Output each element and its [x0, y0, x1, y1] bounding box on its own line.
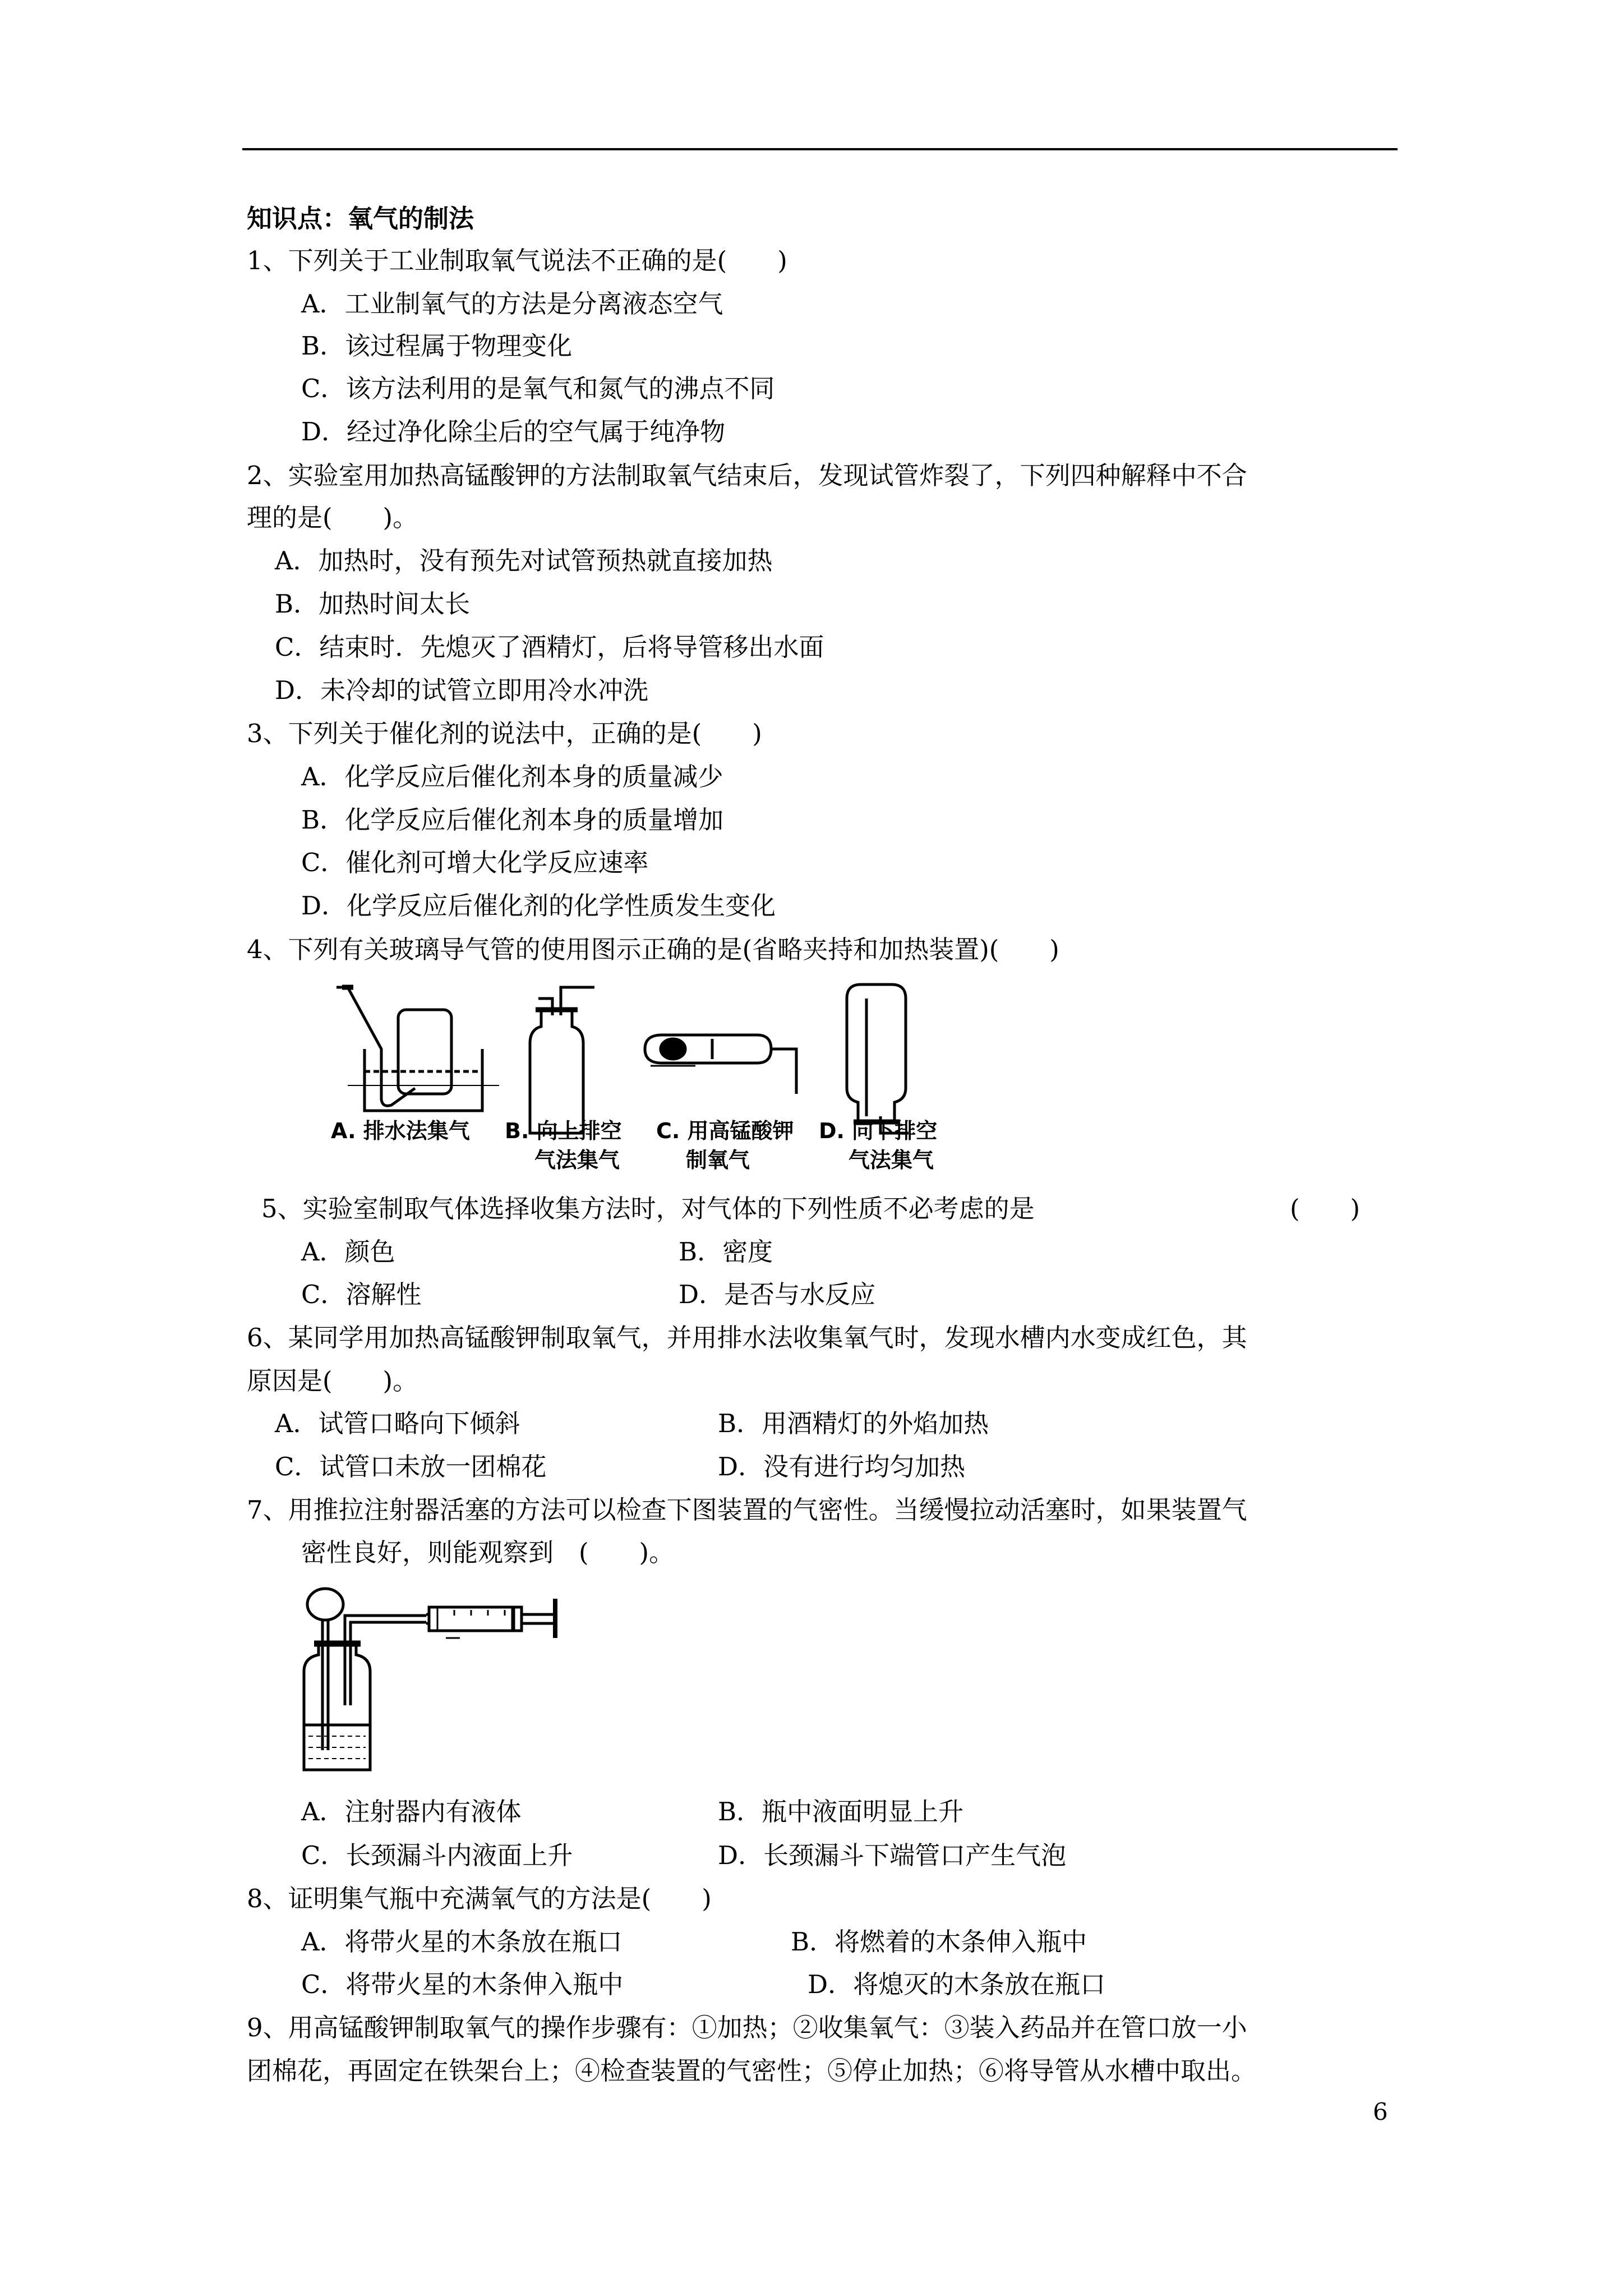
question-5-option-a: A．颜色	[301, 1237, 395, 1267]
question-6-option-a: A．试管口略向下倾斜	[275, 1409, 520, 1438]
question-3-option-c: C．催化剂可增大化学反应速率	[301, 848, 649, 877]
question-4-stem: 4、下列有关玻璃导气管的使用图示正确的是(省略夹持和加热装置)( )	[247, 935, 1059, 964]
question-7-option-d: D．长颈漏斗下端管口产生气泡	[718, 1841, 1067, 1870]
question-8-stem: 8、证明集气瓶中充满氧气的方法是( )	[247, 1884, 712, 1913]
question-3-option-a: A．化学反应后催化剂本身的质量减少	[301, 762, 723, 792]
question-7-apparatus-figure	[292, 1582, 594, 1784]
question-6-option-d: D．没有进行均匀加热	[718, 1452, 966, 1481]
question-1-option-c: C．该方法利用的是氧气和氮气的沸点不同	[301, 374, 775, 403]
header-rule	[242, 148, 1398, 150]
question-9-stem-line-2: 团棉花，再固定在铁架台上；④检查装置的气密性；⑤停止加热；⑥将导管从水槽中取出。	[247, 2056, 1257, 2086]
question-5-option-c: C．溶解性	[301, 1280, 422, 1309]
figure-c-potassium-permanganate-tube-icon	[645, 1035, 796, 1094]
question-8-option-b: B．将燃着的木条伸入瓶中	[791, 1927, 1087, 1957]
question-1-stem: 1、下列关于工业制取氧气说法不正确的是( )	[247, 246, 787, 275]
figure-a-water-collection-icon	[336, 987, 499, 1111]
question-5-option-d: D．是否与水反应	[679, 1280, 876, 1309]
question-8-option-c: C．将带火星的木条伸入瓶中	[301, 1970, 624, 1999]
question-1-option-d: D．经过净化除尘后的空气属于纯净物	[301, 417, 726, 447]
figure-c-caption: C. 用高锰酸钾 制氧气	[656, 1119, 794, 1172]
question-6-option-b: B．用酒精灯的外焰加热	[718, 1409, 989, 1438]
question-3-option-d: D．化学反应后催化剂的化学性质发生变化	[301, 891, 776, 921]
figure-b-upward-air-displacement-icon	[530, 987, 594, 1133]
question-6-option-c: C．试管口未放一团棉花	[275, 1452, 547, 1481]
question-6-stem-line-2: 原因是( )。	[247, 1366, 418, 1396]
question-2-option-a: A．加热时，没有预先对试管预热就直接加热	[275, 546, 773, 576]
question-8-option-d: D．将熄灭的木条放在瓶口	[808, 1970, 1106, 1999]
section-title: 知识点：氧气的制法	[247, 204, 474, 233]
question-9-stem-line-1: 9、用高锰酸钾制取氧气的操作步骤有：①加热；②收集氧气：③装入药品并在管口放一小	[247, 2013, 1247, 2042]
question-1-option-b: B．该过程属于物理变化	[301, 331, 573, 361]
question-7-option-b: B．瓶中液面明显上升	[718, 1797, 964, 1826]
question-2-stem-line-2: 理的是( )。	[247, 503, 418, 532]
question-1-option-a: A．工业制氧气的方法是分离液态空气	[301, 289, 723, 319]
question-5-option-b: B．密度	[679, 1237, 773, 1267]
question-3-stem: 3、下列关于催化剂的说法中，正确的是( )	[247, 719, 762, 748]
question-7-option-a: A．注射器内有液体	[301, 1797, 522, 1826]
question-7-option-c: C．长颈漏斗内液面上升	[301, 1841, 573, 1870]
question-2-stem-line-1: 2、实验室用加热高锰酸钾的方法制取氧气结束后，发现试管炸裂了，下列四种解释中不合	[247, 461, 1247, 490]
figure-d-downward-air-displacement-icon	[847, 984, 909, 1133]
question-5-stem: 5、实验室制取气体选择收集方法时，对气体的下列性质不必考虑的是	[261, 1194, 1035, 1223]
question-6-stem-line-1: 6、某同学用加热高锰酸钾制取氧气，并用排水法收集氧气时，发现水槽内水变成红色，其	[247, 1323, 1247, 1352]
page-number: 6	[1373, 2098, 1388, 2125]
question-8-option-a: A．将带火星的木条放在瓶口	[301, 1927, 623, 1957]
question-2-option-d: D．未冷却的试管立即用冷水冲洗	[275, 675, 649, 705]
question-3-option-b: B．化学反应后催化剂本身的质量增加	[301, 805, 724, 835]
figure-a-caption: A. 排水法集气	[331, 1119, 470, 1143]
figure-d-caption: D. 向下排空 气法集气	[819, 1119, 938, 1172]
question-2-option-c: C．结束时．先熄灭了酒精灯，后将导管移出水面	[275, 632, 824, 662]
question-5-bracket: ( )	[1290, 1194, 1361, 1223]
question-7-stem-line-2: 密性良好，则能观察到 ( )。	[301, 1538, 675, 1567]
question-7-stem-line-1: 7、用推拉注射器活塞的方法可以检查下图装置的气密性。当缓慢拉动活塞时，如果装置气	[247, 1495, 1247, 1525]
question-2-option-b: B．加热时间太长	[275, 589, 471, 619]
figure-b-caption: B. 向上排空 气法集气	[505, 1119, 622, 1172]
